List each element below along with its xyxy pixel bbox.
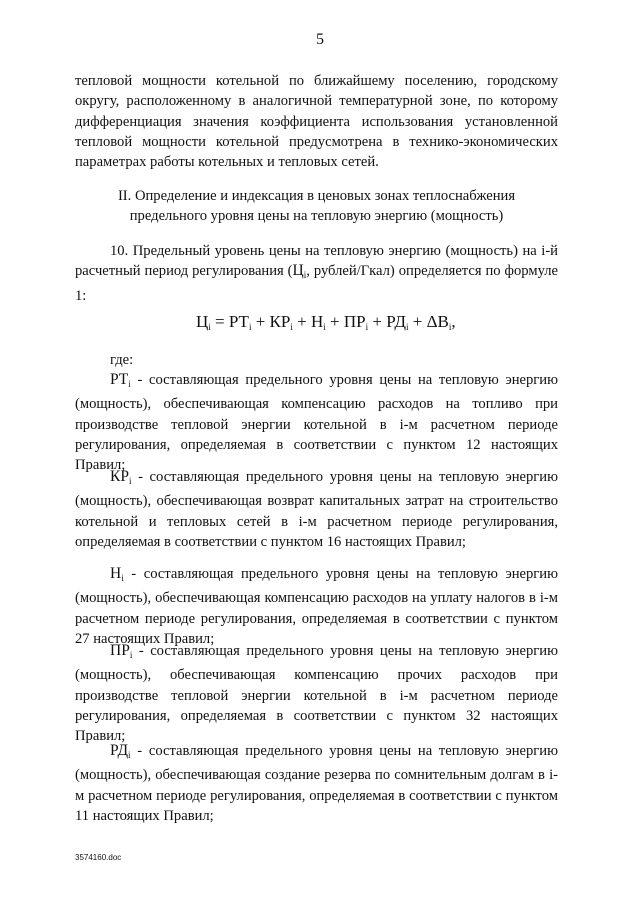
footer-filename: 3574160.doc: [75, 853, 122, 862]
where-label: где:: [110, 352, 134, 368]
definition-symbol: $ПР_i$: [110, 642, 133, 660]
definition-n: [75, 564, 558, 649]
formula-1: $Ц_i = РТ_i + КР_i + Н_i + ПР_i + РД_i + \Delta В_i$,: [196, 312, 456, 332]
clause-10-paragraph: [75, 241, 558, 306]
definition-text: - составляющая предельного уровня цены на тепловую энергию (мощность), обеспечивающая компенсацию расходов на топливо при производстве тепловой энергии котельной в i-м расчетном периоде регулирования, определяемая в соответствии с пунктом 12 настоящих Правил;: [75, 372, 558, 474]
definition-rd: [75, 741, 558, 826]
definition-text: - составляющая предельного уровня цены на тепловую энергию (мощность), обеспечивающая возврат капитальных затрат на строительство котельной и тепловых сетей в i-м расчетном периоде регулирования, определяемая в соответствии с пунктом 16 настоящих Правил;: [75, 469, 558, 550]
definition-kr: [75, 467, 558, 552]
definition-text: - составляющая предельного уровня цены на тепловую энергию (мощность), обеспечивающая создание резерва по сомнительным долгам в i-м расчетном периоде регулирования, определяемая в соответствии с пунктом 11 настоящих Правил;: [75, 743, 558, 824]
clause-10-text-before: 10. Предельный уровень цены на тепловую энергию (мощность) на i-й расчетный период регулирования (: [75, 243, 558, 280]
definition-symbol: $РД_i$: [110, 742, 131, 760]
definition-symbol: $Н_i$: [110, 565, 124, 583]
clause-10-symbol: $Ц_i$: [292, 262, 307, 281]
page-number: 5: [316, 31, 324, 48]
clause-10-text-after: , рублей/Гкал) определяется по формуле 1:: [75, 263, 558, 304]
section-heading-line2: предельного уровня цены на тепловую энергию (мощность): [129, 208, 504, 225]
definition-text: - составляющая предельного уровня цены на тепловую энергию (мощность), обеспечивающая компенсацию расходов на уплату налогов в i-м расчетном периоде регулирования, определяемая в соответствии с пунктом 27 настоящих Правил;: [75, 566, 558, 647]
definition-text: - составляющая предельного уровня цены на тепловую энергию (мощность), обеспечивающая компенсацию прочих расходов при производстве тепловой энергии котельной в i-м расчетном периоде регулирования, определяемая в соответствии с пунктом 32 настоящих Правил;: [75, 643, 558, 745]
section-heading-line1: II. Определение и индексация в ценовых зонах теплоснабжения: [117, 188, 516, 204]
definition-pr: [75, 641, 558, 746]
intro-paragraph: тепловой мощности котельной по ближайшему поселению, городскому округу, расположенному в аналогичной температурной зоне, по которому дифференциация значения коэффициента использования установленной тепловой мощности котельной предусмотрена в технико-экономических параметрах работы котельных и тепловых сетей.: [75, 73, 558, 171]
section-heading: [75, 186, 558, 227]
definition-symbol: $РТ_i$: [110, 371, 131, 389]
definition-symbol: $КР_i$: [110, 468, 132, 486]
definition-rt: [75, 370, 558, 475]
